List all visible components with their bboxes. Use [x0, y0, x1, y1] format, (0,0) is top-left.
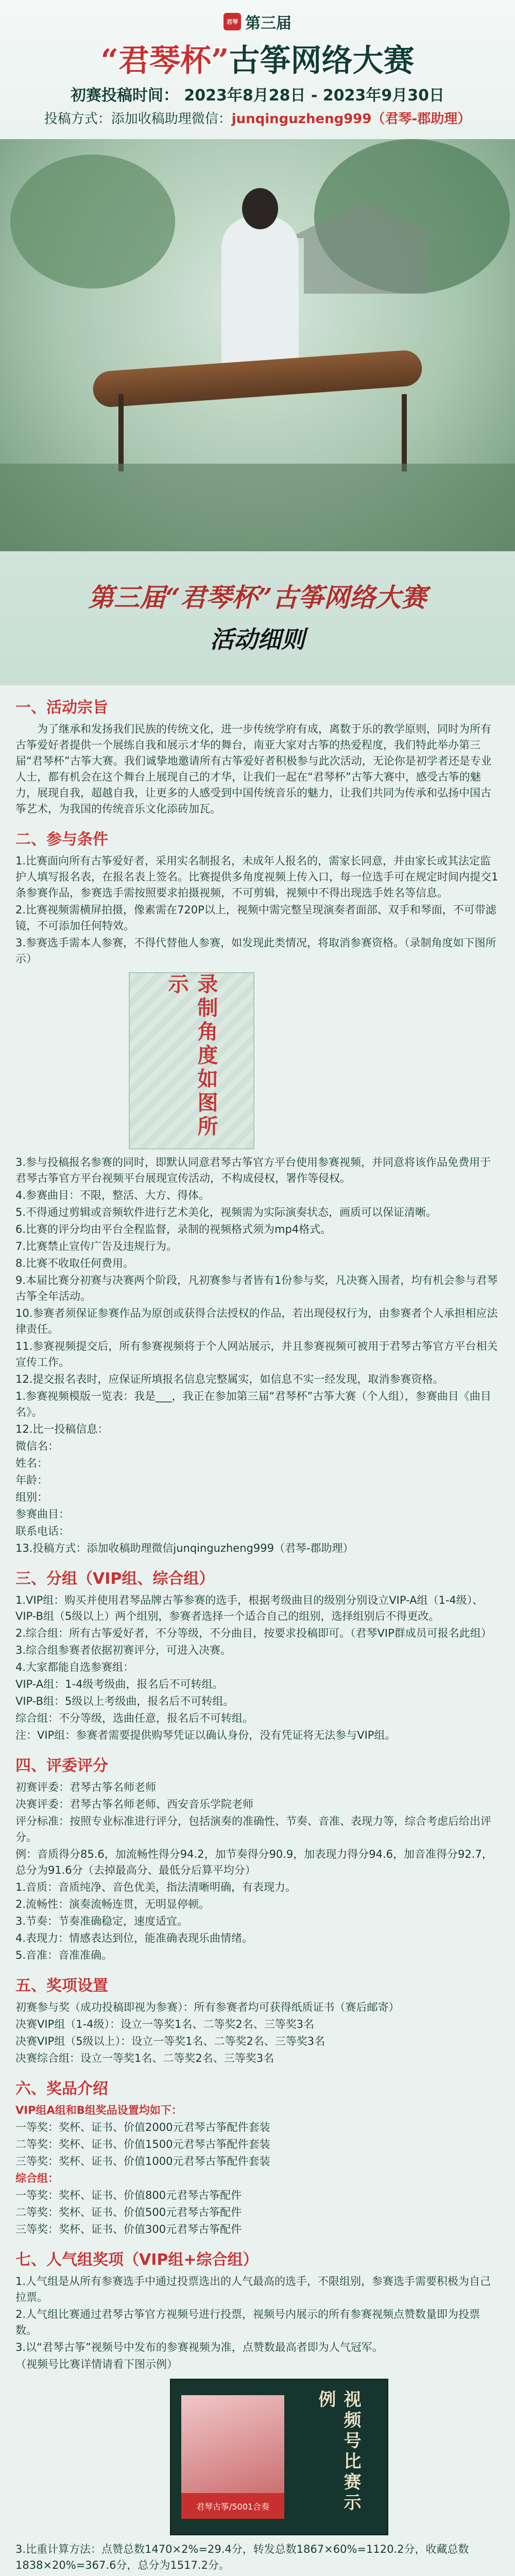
list-item: 2.人气组比赛通过君琴古筝官方视频号进行投票，视频号内展示的所有参赛视频点赞数量即为投票数。	[15, 2308, 480, 2336]
video-caption: 君琴古筝/5001合奏	[181, 2493, 284, 2519]
list-item: 4.大家都能自选参赛组：	[15, 1661, 134, 1673]
performer-head	[242, 188, 278, 229]
section-judging	[15, 1753, 500, 1963]
video-channel-example	[170, 2379, 388, 2535]
rules-title: 活动细则	[210, 625, 305, 653]
list-item: 2.流畅性：演奏流畅连贯，无明显停顿。	[15, 1898, 210, 1910]
list-item: 决赛VIP组（1-4级）：设立一等奖1名、二等奖2名、三等奖3名	[15, 2018, 315, 2030]
list-item: 1.VIP组：购买并使用君琴品牌古筝参赛的选手，根据考级曲目的级别分别设立VIP-A组（1-4级）、VIP-B组（5级以上）两个组别，参赛者选择一个适合自己的组别，选择组别后不得更改。	[15, 1594, 484, 1622]
list-item: 1.人气组是从所有参赛选手中通过投票选出的人气最高的选手，不限组别，参赛选手需要积极为自己拉票。	[15, 2275, 491, 2303]
edition-label: 第三届	[245, 14, 291, 32]
poster-header	[0, 0, 515, 685]
list-item: 11.参赛视频提交后，所有参赛视频将于个人网站展示，并且参赛视频可被用于君琴古筝官方平台相关宣传工作。	[15, 1340, 498, 1368]
section-heading: 六、奖品介绍	[15, 2080, 108, 2098]
list-item: 综合组：	[15, 2172, 59, 2184]
recording-angle-example: 录制角度如图所示	[129, 972, 254, 1149]
list-item: 8.比赛不收取任何费用。	[15, 1257, 134, 1269]
performer-photo	[0, 139, 515, 551]
list-item: 3.节奏：节奏准确稳定，速度适宜。	[15, 1915, 188, 1927]
list-item: 1.音质：音质纯净、音色优美，指法清晰明确，有表现力。	[15, 1881, 297, 1893]
list-item: 初赛参与奖（成功投稿即视为参赛）：所有参赛者均可获得纸质证书（赛后邮寄）	[15, 2001, 400, 2013]
form-field-label: 姓名：	[15, 1457, 48, 1469]
list-item: 3.参与投稿报名参赛的同时，即默认同意君琴古筝官方平台使用参赛视频，并同意将该作品免费用于君琴古筝官方平台视频平台展现宣传活动，不构成侵权，署作等侵权。	[15, 1156, 491, 1184]
list-item: VIP-A组：1-4级考级曲，报名后不可转组。	[15, 1678, 224, 1690]
section-purpose	[15, 694, 500, 817]
list-item: 5.音准：音准准确。	[15, 1949, 113, 1961]
list-item: 一等奖：奖杯、证书、价值2000元君琴古筝配件套装	[15, 2121, 270, 2133]
submission-period: 初赛投稿时间： 2023年8月28日 - 2023年9月30日	[70, 87, 445, 105]
list-item: 6.比赛的评分均由平台全程监督，录制的视频格式须为mp4格式。	[15, 1223, 332, 1235]
list-item: 注：VIP组：参赛者需要提供购琴凭证以确认身份，没有凭证将无法参与VIP组。	[15, 1729, 396, 1741]
section-heading: 一、活动宗旨	[15, 699, 108, 717]
section-heading: 五、奖项设置	[15, 1977, 108, 1995]
list-item: 评分标准：按照专业标准进行评分，包括演奏的准确性、节奏、音准、表现力等，综合考虑后给出评分。	[15, 1815, 491, 1843]
section-prizes	[15, 2076, 500, 2238]
list-item: 初赛评委：君琴古筝名师老师	[15, 1781, 156, 1793]
section-groups	[15, 1566, 500, 1743]
section-heading: 七、人气组奖项（VIP组+综合组）	[15, 2251, 259, 2269]
section-heading: 二、参与条件	[15, 831, 108, 849]
list-item: 微信名：	[15, 1440, 59, 1452]
tree-shape	[10, 155, 175, 289]
list-item: 决赛VIP组（5级以上）：设立一等奖1名、二等奖2名、三等奖3名	[15, 2035, 325, 2047]
contest-subtitle: 第三届“君琴杯”古筝网络大赛	[88, 582, 427, 613]
section-body: 为了继承和发扬我们民族的传统文化，进一步传统学府有成，离数于乐的教学原则，同时为所有古筝爱好者提供一个展练自我和展示才华的舞台，南亚大家对古筝的热爱程度，我们特此举办第三届“君琴杯”古筝大赛。我们诚挚地邀请所有古筝爱好者积极参与此次活动，无论你是初学者还是专业人士，都有机会在这个舞台上展现自己的才华，让我们一起在“君琴杯”古筝大赛中，感受古筝的魅力，展现自我，超越自我，让更多的人感受到中国传统音乐的魅力，让我们共同为传承和弘扬中国古筝艺术，为我国的传统音乐文化添砖加瓦。	[15, 723, 492, 815]
list-item: 7.比赛禁止宣传广告及违规行为。	[15, 1240, 178, 1252]
section-heading: 三、分组（VIP组、综合组）	[15, 1570, 215, 1588]
form-field-label: 13.投稿方式：添加收稿助理微信junqinguzheng999（君琴-郡助理）	[15, 1542, 354, 1554]
list-item: 9.本届比赛分初赛与决赛两个阶段，凡初赛参与者皆有1份参与奖，凡决赛入围者，均有机会参与君琴古筝全年活动。	[15, 1274, 498, 1302]
list-item: 1.参赛视频模版一览表：我是___，我正在参加第三届“君琴杯”古筝大赛（个人组），参赛曲目《曲目名》。	[15, 1390, 491, 1418]
list-item: VIP-B组：5级以上考级曲，报名后不可转组。	[15, 1695, 234, 1707]
list-item: 3.比重计算方法：点赞总数1470×2%=29.4分，转发总数1867×60%=1120.2分，收藏总数1838×20%=367.6分，总分为1517.2分。	[15, 2543, 469, 2571]
list-item: 二等奖：奖杯、证书、价值1500元君琴古筝配件套装	[15, 2138, 270, 2150]
form-field-label: 年龄：	[15, 1474, 48, 1486]
contact-label: 投稿方式：添加收稿助理微信：	[44, 111, 232, 127]
list-item: 2.综合组：所有古筝爱好者，不分等级，不分曲目，按要求投稿即可。（君琴VIP群成员可报名此组）	[15, 1627, 492, 1639]
list-item: 3.参赛选手需本人参赛，不得代替他人参赛，如发现此类情况，将取消参赛资格。（录制角度如下图所示）	[15, 937, 496, 965]
list-item: 二等奖：奖杯、证书、价值500元君琴古筝配件	[15, 2206, 242, 2218]
section-heading: 四、评委评分	[15, 1757, 108, 1775]
title-rest: 古筝网络大赛	[229, 43, 415, 79]
list-item: 4.参赛曲目：不限，整活、大方、得体。	[15, 1189, 210, 1201]
list-item: 3.综合组参赛者依据初赛评分，可进入决赛。	[15, 1644, 232, 1656]
guzheng-stand	[118, 394, 407, 471]
list-item: 10.参赛者须保证参赛作品为原创或获得合法授权的作品，若出现侵权行为，由参赛者个人承担相应法律责任。	[15, 1307, 498, 1335]
list-item: 4.表现力：情感表达到位，能准确表现乐曲情绪。	[15, 1932, 253, 1944]
list-item: 2.比赛视频需横屏拍摄，像素需在720P以上，视频中需完整呈现演奏者面部、双手和琴面，不可带滤镜，不可添加任何特效。	[15, 904, 496, 932]
list-item: 例：音质得分85.6，加流畅性得分94.2，加节奏得分90.9，加表现力得分94.6，加音准得分92.7，总分为91.6分（去掉最高分、最低分后算平均分）	[15, 1848, 493, 1876]
list-item: （视频号比赛详情请看下图示例）	[15, 2358, 178, 2370]
list-item: 决赛综合组：设立一等奖1名、二等奖2名、三等奖3名	[15, 2052, 274, 2064]
list-item: 12.提交报名表时，应保证所填报名信息完整属实，如信息不实一经发现，取消参赛资格。	[15, 1373, 444, 1385]
contest-logo	[216, 10, 299, 33]
list-item: 12.比一投稿信息：	[15, 1423, 109, 1435]
section-eligibility	[15, 826, 500, 1556]
list-item: 三等奖：奖杯、证书、价值300元君琴古筝配件	[15, 2223, 242, 2235]
list-item: VIP组A组和B组奖品设置均如下：	[15, 2104, 182, 2116]
example-label: 视频号比赛示例	[315, 2390, 361, 2514]
list-item: 5.不得通过剪辑或音频软件进行艺术美化，视频需为实际演奏状态，画质可以保证清晰。	[15, 1206, 437, 1218]
list-item: 一等奖：奖杯、证书、价值800元君琴古筝配件	[15, 2189, 242, 2201]
list-item: 决赛评委：君琴古筝名师老师、西安音乐学院老师	[15, 1798, 253, 1810]
rules-content	[0, 685, 515, 2576]
list-item: 三等奖：奖杯、证书、价值1000元君琴古筝配件套装	[15, 2155, 270, 2167]
form-field-label: 参赛曲目：	[15, 1508, 70, 1520]
title-accent: “君琴杯”	[100, 43, 229, 79]
submission-contact	[31, 108, 484, 127]
form-field-label: 组别：	[15, 1491, 48, 1503]
contact-wechat-id: junqinguzheng999（君琴-郡助理）	[231, 111, 471, 127]
form-field-label: 联系电话：	[15, 1525, 70, 1537]
section-awards	[15, 1973, 500, 2066]
section-popularity	[15, 2247, 500, 2576]
ground-shape	[0, 464, 515, 551]
list-item: 综合组：不分等级，选曲任意，报名后不可转组。	[15, 1712, 253, 1724]
list-item: 1.比赛面向所有古筝爱好者，采用实名制报名，未成年人报名的，需家长同意，并由家长或其法定监护人填写报名表，在报名表上签名。比赛提供多角度视频上传入口，每一位选手可在规定时间内提交1条参赛作品，参赛选手需按照要求拍摄视频，不可剪辑，视频中不得出现选手姓名等信息。	[15, 855, 499, 899]
brand-seal-icon: 君琴	[224, 13, 241, 30]
list-item: 3.以“君琴古筝”视频号中发布的参赛视频为准，点赞数最高者即为人气冠军。	[15, 2341, 383, 2353]
contest-title	[21, 36, 494, 80]
video-thumbnail	[181, 2395, 284, 2519]
